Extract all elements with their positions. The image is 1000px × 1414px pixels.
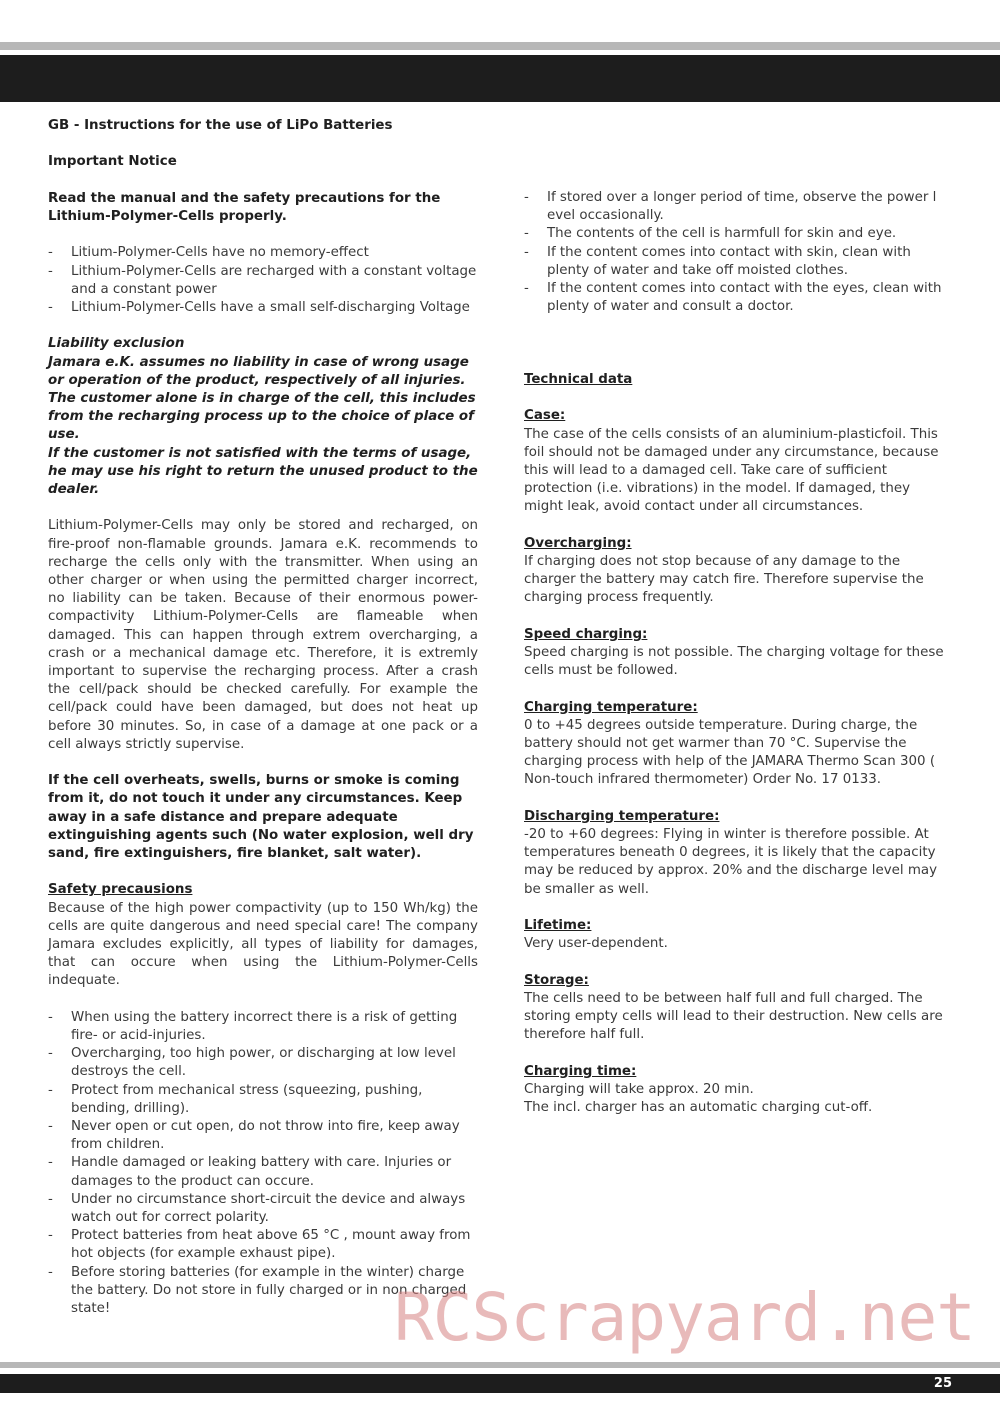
list-item: - If the content comes into contact with the eyes, clean with plenty of water and consult a doctor. [524,280,950,316]
list-item: - Under no circumstance short-circuit the device and always watch out for correct polarity. [48,1191,478,1227]
list-item: - Handle damaged or leaking battery with care. Injuries or damages to the product can occure. [48,1154,478,1190]
charging-time-heading: Charging time: [524,1063,637,1079]
list-item: - Never open or cut open, do not throw into fire, keep away from children. [48,1118,478,1154]
storage-paragraph: Lithium-Polymer-Cells may only be stored and recharged, on fire-proof non-flamable grounds. Jamara e.K. recommends to recharge the cells only with the transmitter. When using an other charger or when using the permitted charger incorrect, no liability can be taken. Because of their enormous power-compactivity Lithium-Polymer-Cells are flameable when damaged. This can happen through extrem overcharging, a crash or a mechanical damage etc. Therefore, it is extremly important to supervise the recharging process. After a crash the cell/pack should be checked carefully. For example the cell/pack could have been damaged, but does not heat up before 30 minutes. So, in case of a damage at one pack or a cell always strictly supervise. [48,518,478,752]
page-number: 25 [933,1376,952,1391]
safety-paragraph: Because of the high power compactivity (up to 150 Wh/kg) the cells are quite dangerous and need special care! The company Jamara excludes explicitly, all types of liability for damages, that can occure when using the Lithium-Polymer-Cells indequate. [48,900,478,989]
charging-time-line: Charging will take approx. 20 min. [524,1081,754,1097]
liability-line: Jamara e.K. assumes no liability in case of wrong usage or operation of the product, respectively of all injuries. [48,354,469,388]
bottom-gray-rule [0,1362,1000,1368]
list-item: - If stored over a longer period of time, observe the power l evel occasionally. [524,189,950,225]
list-item: - When using the battery incorrect there is a risk of getting fire- or acid-injuries. [48,1009,478,1045]
list-item: - The contents of the cell is harmfull for skin and eye. [524,225,950,243]
overheat-warning: If the cell overheats, swells, burns or smoke is coming from it, do not touch it under any circumstances. Keep away in a safe distance and prepare adequate extinguishing agents such (No water explosion, well dry sand, fire extinguishers, fire blanket, salt water). [48,773,474,862]
charging-temperature-heading: Charging temperature: [524,699,698,715]
list-item: - Lithium-Polymer-Cells are recharged with a constant voltage and a constant power [48,263,478,299]
storage-heading: Storage: [524,972,589,988]
right-column [524,189,950,1117]
list-item: - Protect batteries from heat above 65 °C , mount away from hot objects (for example exhaust pipe). [48,1227,478,1263]
list-item: - Protect from mechanical stress (squeezing, pushing, bending, drilling). [48,1082,478,1118]
left-column [48,117,478,1318]
list-item: - If the content comes into contact with skin, clean with plenty of water and take off moisted clothes. [524,244,950,280]
continued-safety-list [524,189,950,316]
watermark-text: RCScrapyard.net [394,1279,976,1356]
lifetime-heading: Lifetime: [524,917,592,933]
overcharging-text: If charging does not stop because of any damage to the charger the battery may catch fire. Therefore supervise the charging process frequently. [524,553,924,606]
case-text: The case of the cells consists of an aluminium-plasticfoil. This foil should not be damaged under any circumstance, because this will lead to a damaged cell. Take care of sufficient protection (i.e. vibrations) in the model. If damaged, they might leak, avoid contact under all circumstances. [524,426,939,515]
read-manual-notice: Read the manual and the safety precautions for the Lithium-Polymer-Cells properly. [48,190,441,224]
charging-temperature-text: 0 to +45 degrees outside temperature. During charge, the battery should not get warmer than 70 °C. Supervise the charging process with help of the JAMARA Thermo Scan 300 ( Non-touch infrared thermometer) Order No. 17 0133. [524,717,936,788]
technical-data-heading: Technical data [524,371,633,387]
safety-heading: Safety precausions [48,882,193,898]
footer-bar [0,1374,1000,1393]
charging-time-line: The incl. charger has an automatic charging cut-off. [524,1099,873,1115]
speed-charging-text: Speed charging is not possible. The charging voltage for these cells must be followed. [524,644,944,679]
header-bar [0,55,1000,102]
safety-list [48,1009,478,1318]
discharging-temperature-heading: Discharging temperature: [524,808,720,824]
important-notice-heading: Important Notice [48,154,177,170]
list-item: - Lithium-Polymer-Cells have a small self-discharging Voltage [48,299,478,317]
discharging-temperature-text: -20 to +60 degrees: Flying in winter is therefore possible. At temperatures beneath 0 degrees, it is likely that the capacity may be reduced by approx. 20% and the discharge level may be smaller as well. [524,826,938,897]
overcharging-heading: Overcharging: [524,535,632,551]
liability-line: The customer alone is in charge of the cell, this includes from the recharging process up to the choice of place of use. [48,390,476,443]
case-heading: Case: [524,408,566,424]
intro-list [48,244,478,317]
document-title: GB - Instructions for the use of LiPo Batteries [48,118,393,133]
list-item: - Overcharging, too high power, or discharging at low level destroys the cell. [48,1045,478,1081]
liability-heading: Liability exclusion [48,336,185,352]
lifetime-text: Very user-dependent. [524,936,668,952]
list-item: - Litium-Polymer-Cells have no memory-effect [48,244,478,262]
list-item: - Before storing batteries (for example in the winter) charge the battery. Do not store in fully charged or in non charged state! [48,1264,478,1319]
liability-line: If the customer is not satisfied with the terms of usage, he may use his right to return the unused product to the dealer. [48,445,478,497]
storage-text: The cells need to be between half full and full charged. The storing empty cells will lead to their destruction. New cells are therefore half full. [524,990,943,1043]
top-gray-rule [0,42,1000,50]
speed-charging-heading: Speed charging: [524,626,648,642]
